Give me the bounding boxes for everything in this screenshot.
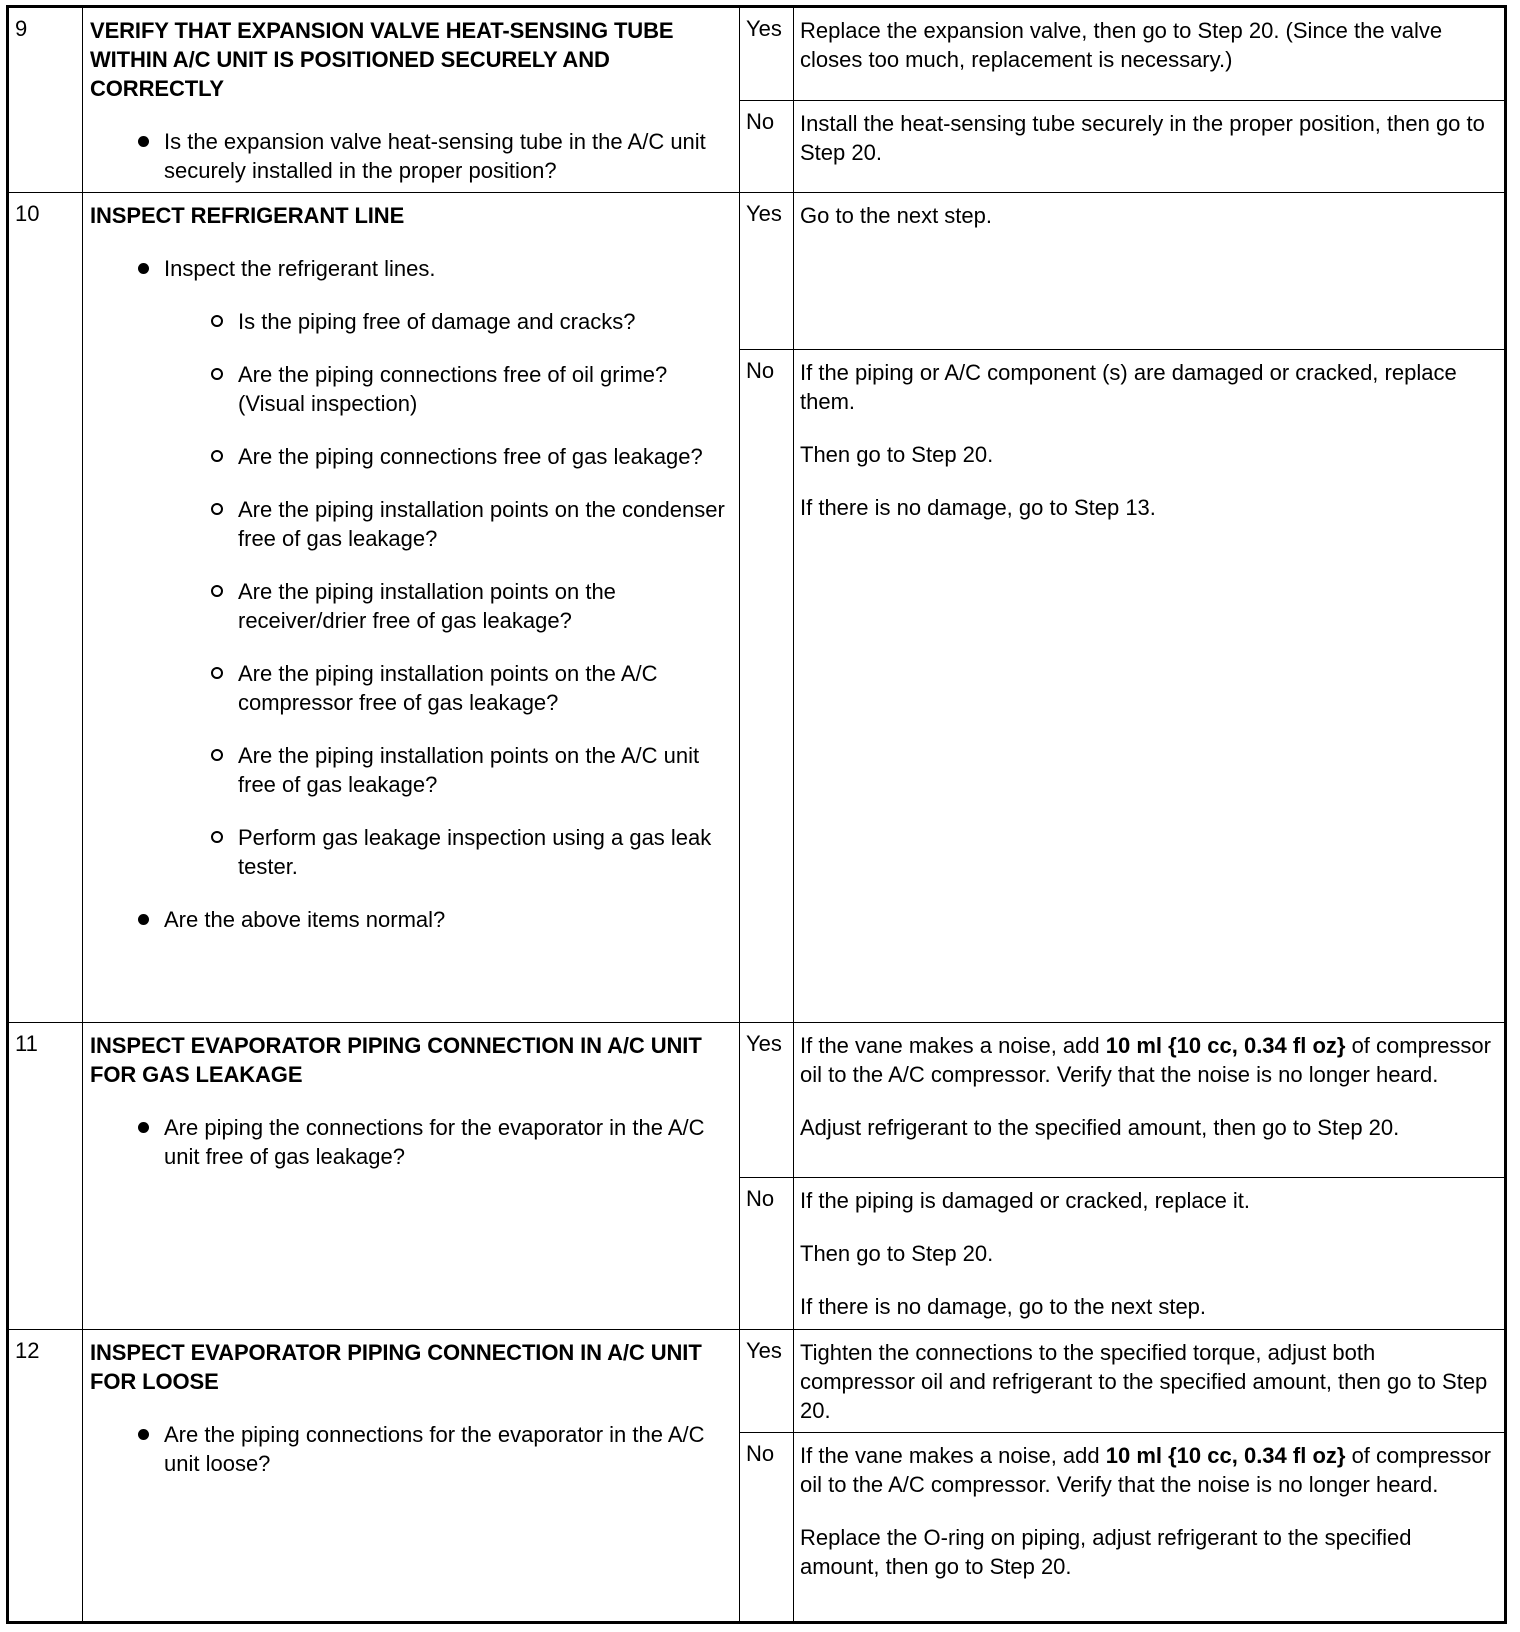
step-number: 10: [8, 193, 83, 1023]
bullet-item: Is the expansion valve heat-sensing tube in the A/C unit securely installed in the proper position?: [90, 127, 731, 185]
result-no: [794, 1178, 1506, 1330]
sub-bullet-item: Is the piping free of damage and cracks?: [90, 307, 731, 336]
result-text-post: of compressor oil to the A/C compressor. Verify that the noise is no longer heard.: [800, 1033, 1491, 1087]
step-title: INSPECT REFRIGERANT LINE: [90, 203, 405, 228]
result-text: If the piping is damaged or cracked, replace it.: [800, 1188, 1251, 1213]
result-text: [800, 1031, 1494, 1089]
oil-amount: 10 ml {10 cc, 0.34 fl oz}: [1105, 1033, 1346, 1058]
result-text: Replace the O-ring on piping, adjust refrigerant to the specified amount, then go to Step 20.: [800, 1525, 1412, 1579]
step-number: 12: [8, 1330, 83, 1623]
bullet-item: Are the above items normal?: [90, 905, 731, 934]
answer-yes: Yes: [740, 193, 794, 350]
result-text: If there is no damage, go to Step 13.: [800, 495, 1156, 520]
step-number: 11: [8, 1023, 83, 1330]
answer-no: No: [740, 1433, 794, 1623]
result-text: If the piping or A/C component (s) are damaged or cracked, replace them.: [800, 360, 1457, 414]
step-title: INSPECT EVAPORATOR PIPING CONNECTION IN A/C UNIT FOR GAS LEAKAGE: [90, 1033, 702, 1087]
answer-no: No: [740, 101, 794, 193]
step-11-yes-row: [8, 1023, 1506, 1178]
oil-amount: 10 ml {10 cc, 0.34 fl oz}: [1105, 1443, 1346, 1468]
result-text: Replace the expansion valve, then go to Step 20. (Since the valve closes too much, replacement is necessary.): [800, 18, 1443, 72]
result-yes: [794, 1023, 1506, 1178]
result-yes: [794, 193, 1506, 350]
result-text-pre: If the vane makes a noise, add: [800, 1033, 1106, 1058]
result-text: If there is no damage, go to the next step.: [800, 1294, 1207, 1319]
result-text: Adjust refrigerant to the specified amount, then go to Step 20.: [800, 1115, 1400, 1140]
sub-bullet-item: Perform gas leakage inspection using a gas leak tester.: [90, 823, 731, 881]
sub-bullet-item: Are the piping connections free of gas leakage?: [90, 442, 731, 471]
sub-bullet-item: Are the piping installation points on the A/C unit free of gas leakage?: [90, 741, 731, 799]
sub-bullet-item: Are the piping installation points on the condenser free of gas leakage?: [90, 495, 731, 553]
result-text: Then go to Step 20.: [800, 442, 994, 467]
step-action: [83, 1330, 740, 1623]
result-no: [794, 1433, 1506, 1623]
result-text: Install the heat-sensing tube securely in the proper position, then go to Step 20.: [800, 111, 1485, 165]
step-10-yes-row: [8, 193, 1506, 350]
step-action: [83, 1023, 740, 1330]
sub-bullet-item: Are the piping installation points on the A/C compressor free of gas leakage?: [90, 659, 731, 717]
step-number: 9: [8, 7, 83, 193]
step-9-yes-row: [8, 7, 1506, 101]
answer-no: No: [740, 350, 794, 1023]
step-title: VERIFY THAT EXPANSION VALVE HEAT-SENSING TUBE WITHIN A/C UNIT IS POSITIONED SECURELY AND CORRECTLY: [90, 18, 674, 101]
step-12-yes-row: [8, 1330, 1506, 1433]
answer-no: No: [740, 1178, 794, 1330]
result-text: Go to the next step.: [800, 203, 993, 228]
result-text: Tighten the connections to the specified torque, adjust both compressor oil and refrigerant to the specified amount, then go to Step 20.: [800, 1340, 1488, 1423]
step-title: INSPECT EVAPORATOR PIPING CONNECTION IN A/C UNIT FOR LOOSE: [90, 1340, 702, 1394]
result-text-pre: If the vane makes a noise, add: [800, 1443, 1106, 1468]
result-no: [794, 101, 1506, 193]
result-yes: [794, 1330, 1506, 1433]
answer-yes: Yes: [740, 1023, 794, 1178]
answer-yes: Yes: [740, 1330, 794, 1433]
result-yes: [794, 7, 1506, 101]
step-action: [83, 7, 740, 193]
bullet-item: Are the piping connections for the evaporator in the A/C unit loose?: [90, 1420, 731, 1478]
answer-yes: Yes: [740, 7, 794, 101]
result-text-post: of compressor oil to the A/C compressor. Verify that the noise is no longer heard.: [800, 1443, 1491, 1497]
result-text: [800, 1441, 1494, 1499]
sub-bullet-item: Are the piping installation points on the receiver/drier free of gas leakage?: [90, 577, 731, 635]
bullet-item: Are piping the connections for the evaporator in the A/C unit free of gas leakage?: [90, 1113, 731, 1171]
result-no: [794, 350, 1506, 1023]
sub-bullet-item: Are the piping connections free of oil grime? (Visual inspection): [90, 360, 731, 418]
procedure-table: [6, 5, 1507, 1624]
bullet-item: Inspect the refrigerant lines.: [90, 254, 731, 283]
result-text: Then go to Step 20.: [800, 1241, 994, 1266]
step-action: [83, 193, 740, 1023]
